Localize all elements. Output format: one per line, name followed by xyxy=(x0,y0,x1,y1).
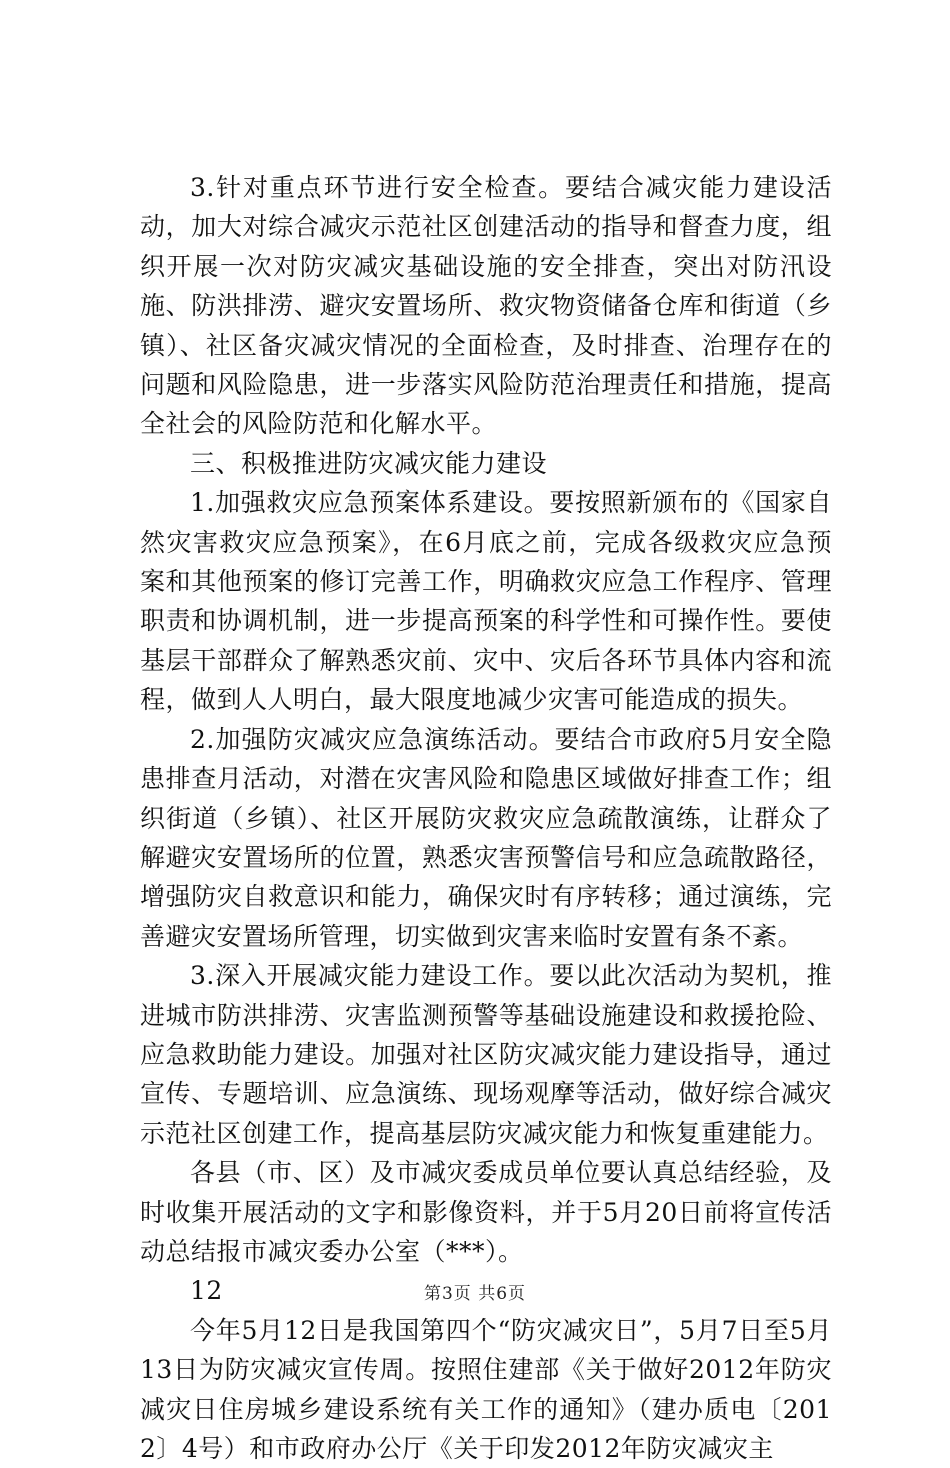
paragraph-safety-inspection: 3.针对重点环节进行安全检查。要结合减灾能力建设活动，加大对综合减灾示范社区创建活动的指导和督查力度，组织开展一次对防灾减灾基础设施的安全排查，突出对防汛设施、防洪排涝、避灾安置场所、救灾物资储备仓库和街道（乡镇）、社区备灾减灾情况的全面检查，及时排查、治理存在的问题和风险隐患，进一步落实风险防范治理责任和措施，提高全社会的风险防范和化解水平。 xyxy=(140,173,832,439)
paragraph-summary-report: 各县（市、区）及市减灾委成员单位要认真总结经验，及时收集开展活动的文字和影像资料，并于5月20日前将宣传活动总结报市减灾委办公室（***）。 xyxy=(140,1158,832,1266)
paragraph-emergency-plan: 1.加强救灾应急预案体系建设。要按照新颁布的《国家自然灾害救灾应急预案》，在6月底之前，完成各级救灾应急预案和其他预案的修订完善工作，明确救灾应急工作程序、管理职责和协调机制，进一步提高预案的科学性和可操作性。要使基层干部群众了解熟悉灾前、灾中、灾后各环节具体内容和流程，做到人人明白，最大限度地减少灾害可能造成的损失。 xyxy=(140,488,832,715)
paragraph-capacity-work: 3.深入开展减灾能力建设工作。要以此次活动为契机，推进城市防洪排涝、灾害监测预警等基础设施建设和救援抢险、应急救助能力建设。加强对社区防灾减灾能力建设指导，通过宣传、专题培训、应急演练、现场观摩等活动，做好综合减灾示范社区创建工作，提高基层防灾减灾能力和恢复重建能力。 xyxy=(140,961,832,1148)
paragraph-disaster-day-intro: 今年5月12日是我国第四个“防灾减灾日”，5月7日至5月13日为防灾减灾宣传周。按照住建部《关于做好2012年防灾减灾日住房城乡建设系统有关工作的通知》（建办质电〔2012〕4号）和市政府办公厅《关于印发2012年防灾减灾主 xyxy=(140,1315,832,1463)
page-number-footer: 第3页 共6页 xyxy=(423,1284,527,1304)
paragraph-emergency-drill: 2.加强防灾减灾应急演练活动。要结合市政府5月安全隐患排查月活动，对潜在灾害风险和隐患区域做好排查工作；组织街道（乡镇）、社区开展防灾救灾应急疏散演练，让群众了解避灾安置场所的位置，熟悉灾害预警信号和应急疏散路径，增强防灾自救意识和能力，确保灾时有序转移；通过演练，完善避灾安置场所管理，切实做到灾害来临时安置有条不紊。 xyxy=(140,724,832,951)
document-body xyxy=(140,168,832,1468)
paragraph-number-marker: 12 xyxy=(190,1276,223,1306)
section-heading-capacity-building: 三、积极推进防灾减灾能力建设 xyxy=(190,448,548,478)
